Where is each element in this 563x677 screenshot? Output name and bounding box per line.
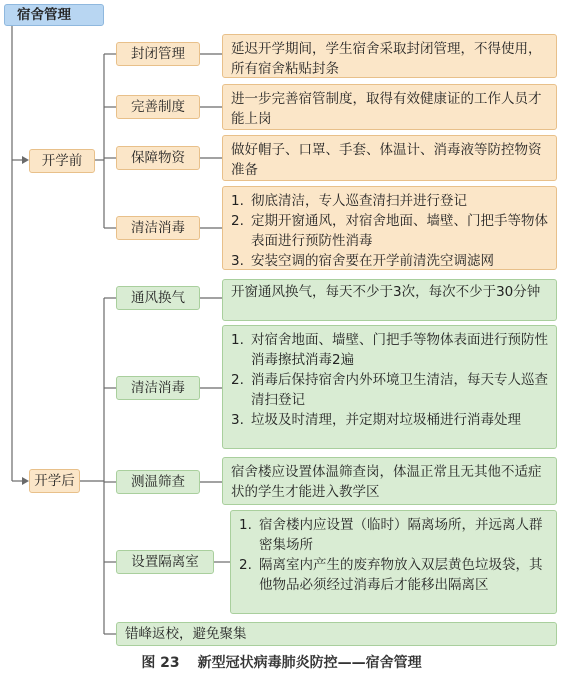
list-item: 1. 对宿舍地面、墙壁、门把手等物体表面进行预防性消毒擦拭消毒2遍 [231, 332, 548, 368]
category-ventilation: 通风换气 [116, 286, 200, 310]
phase-before: 开学前 [29, 149, 95, 173]
list-item: 1. 宿舍楼内应设置（临时）隔离场所，并远离人群密集场所 [239, 517, 543, 553]
list-item: 3. 垃圾及时清理，并定期对垃圾桶进行消毒处理 [231, 412, 521, 428]
desc-supplies: 做好帽子、口罩、手套、体温计、消毒液等防控物资准备 [222, 135, 557, 181]
desc-isolation [230, 510, 557, 614]
category-system: 完善制度 [116, 95, 200, 119]
figure-caption [0, 652, 563, 672]
phase-after: 开学后 [29, 469, 80, 493]
desc-temperature: 宿舍楼应设置体温筛查岗，体温正常且无其他不适症状的学生才能进入教学区 [222, 457, 557, 505]
category-clean-before: 清洁消毒 [116, 216, 200, 240]
desc-system: 进一步完善宿管制度，取得有效健康证的工作人员才能上岗 [222, 84, 557, 130]
category-supplies: 保障物资 [116, 146, 200, 170]
list-item: 1. 彻底清洁，专人巡查清扫并进行登记 [231, 193, 467, 209]
figure-caption-text: 新型冠状病毒肺炎防控——宿舍管理 [197, 655, 422, 671]
category-closed-management: 封闭管理 [116, 42, 200, 66]
list-item: 3. 安装空调的宿舍要在开学前清洗空调滤网 [231, 253, 494, 269]
desc-ventilation: 开窗通风换气，每天不少于3次，每次不少于30分钟 [222, 279, 557, 321]
diagram-title: 宿舍管理 [4, 4, 104, 26]
desc-clean-after [222, 325, 557, 449]
list-item: 2. 定期开窗通风，对宿舍地面、墙壁、门把手等物体表面进行预防性消毒 [231, 213, 548, 249]
list-item: 2. 消毒后保持宿舍内外环境卫生清洁，每天专人巡查清扫登记 [231, 372, 548, 408]
figure-number: 图 23 [141, 655, 180, 671]
desc-staggered-return: 错峰返校，避免聚集 [116, 622, 557, 646]
category-temperature: 测温筛查 [116, 470, 200, 494]
desc-closed-management: 延迟开学期间，学生宿舍采取封闭管理，不得使用，所有宿舍粘贴封条 [222, 34, 557, 78]
category-clean-after: 清洁消毒 [116, 376, 200, 400]
list-item: 2. 隔离室内产生的废弃物放入双层黄色垃圾袋，其他物品必须经过消毒后才能移出隔离区 [239, 557, 543, 593]
category-isolation: 设置隔离室 [116, 550, 214, 574]
desc-clean-before [222, 186, 557, 270]
